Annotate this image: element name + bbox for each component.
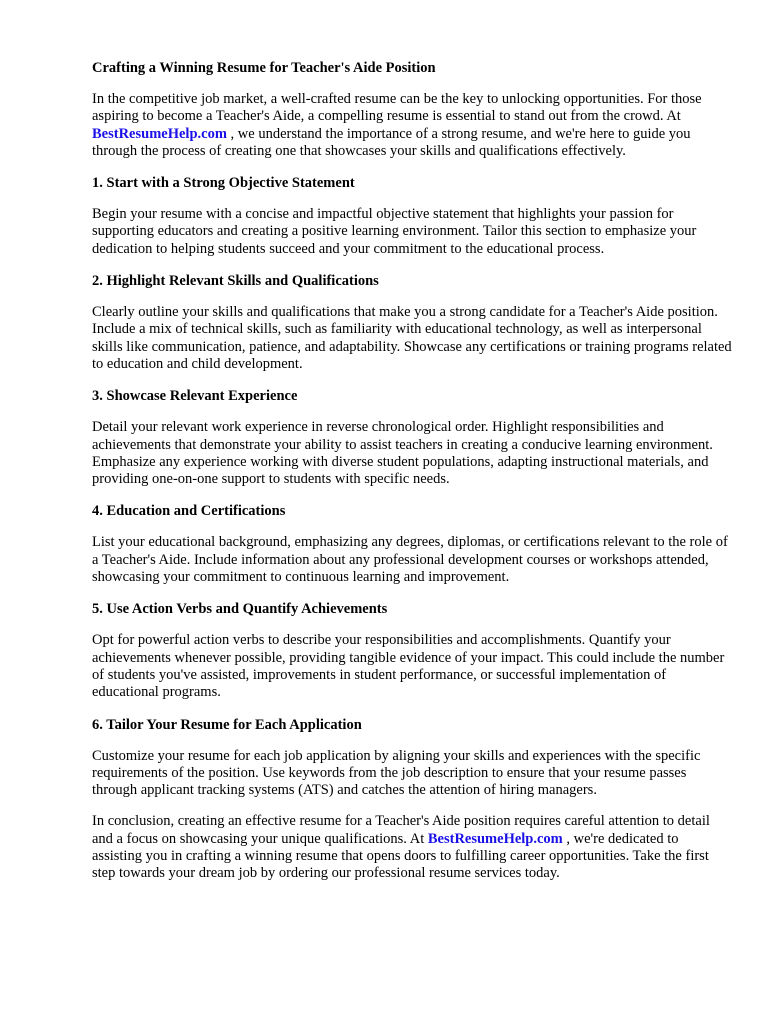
intro-text-after-link: , we understand the importance of a strong resume, and we're here to guide you through the process of creating one that showcases your skills and qualifications effectively. bbox=[92, 125, 691, 159]
section-skills-qualifications bbox=[92, 272, 732, 373]
intro-site-link[interactable]: BestResumeHelp.com bbox=[92, 125, 227, 142]
section-body: List your educational background, emphasizing any degrees, diplomas, or certifications relevant to the role of a Teacher's Aide. Include information about any professional development courses or workshops attended, showcasing your commitment to continuous learning and improvement. bbox=[92, 534, 728, 586]
section-heading: 1. Start with a Strong Objective Statement bbox=[92, 175, 355, 192]
section-body: Begin your resume with a concise and impactful objective statement that highlights your passion for supporting educators and creating a positive learning environment. Tailor this section to emphasize your dedication to helping students succeed and your commitment to the educational process. bbox=[92, 206, 697, 257]
section-action-verbs bbox=[92, 600, 732, 701]
section-objective-statement bbox=[92, 174, 732, 258]
section-body: Detail your relevant work experience in reverse chronological order. Highlight responsibilities and achievements that demonstrate your ability to assist teachers in creating a conducive learning environment. Emphasize any experience working with diverse student populations, adapting instructional materials, and providing one-on-one support to students with specific needs. bbox=[92, 419, 713, 488]
section-heading: 2. Highlight Relevant Skills and Qualifications bbox=[92, 273, 379, 290]
conclusion-site-link[interactable]: BestResumeHelp.com bbox=[427, 830, 563, 847]
document-title: Crafting a Winning Resume for Teacher's Aide Position bbox=[92, 60, 436, 76]
section-body: Opt for powerful action verbs to describe your responsibilities and accomplishments. Quantify your achievements whenever possible, providing tangible evidence of your impact. This could include the number of students you've assisted, improvements in student performance, or successful implementation of educational programs. bbox=[92, 632, 725, 701]
section-heading: 3. Showcase Relevant Experience bbox=[92, 388, 298, 405]
section-heading: 5. Use Action Verbs and Quantify Achievements bbox=[92, 601, 388, 618]
conclusion-paragraph bbox=[92, 813, 732, 882]
section-relevant-experience bbox=[92, 387, 732, 488]
section-heading: 6. Tailor Your Resume for Each Application bbox=[92, 716, 362, 733]
section-body: Customize your resume for each job application by aligning your skills and experiences with the specific requirements of the position. Use keywords from the job description to ensure that your resume passes through applicant tracking systems (ATS) and catches the attention of hiring managers. bbox=[92, 747, 701, 799]
conclusion-text-before-link: In conclusion, creating an effective resume for a Teacher's Aide position requires careful attention to detail and a focus on showcasing your unique qualifications. At bbox=[92, 813, 710, 847]
document-page bbox=[92, 59, 732, 897]
section-education-certifications bbox=[92, 502, 732, 586]
section-body: Clearly outline your skills and qualifications that make you a strong candidate for a Teacher's Aide position. Include a mix of technical skills, such as familiarity with educational technology, as well as interpersonal skills like communication, patience, and adaptability. Showcase any certifications or training programs related to education and child development. bbox=[92, 304, 732, 372]
intro-paragraph bbox=[92, 91, 732, 160]
conclusion-text-after-link: , we're dedicated to assisting you in crafting a winning resume that opens doors to fulfilling career opportunities. Take the first step towards your dream job by ordering our professional resume services today. bbox=[92, 830, 709, 882]
intro-text-before-link: In the competitive job market, a well-crafted resume can be the key to unlocking opportunities. For those aspiring to become a Teacher's Aide, a compelling resume is essential to stand out from the crowd. At bbox=[92, 91, 702, 125]
section-tailor-resume bbox=[92, 716, 732, 800]
section-heading: 4. Education and Certifications bbox=[92, 503, 286, 520]
